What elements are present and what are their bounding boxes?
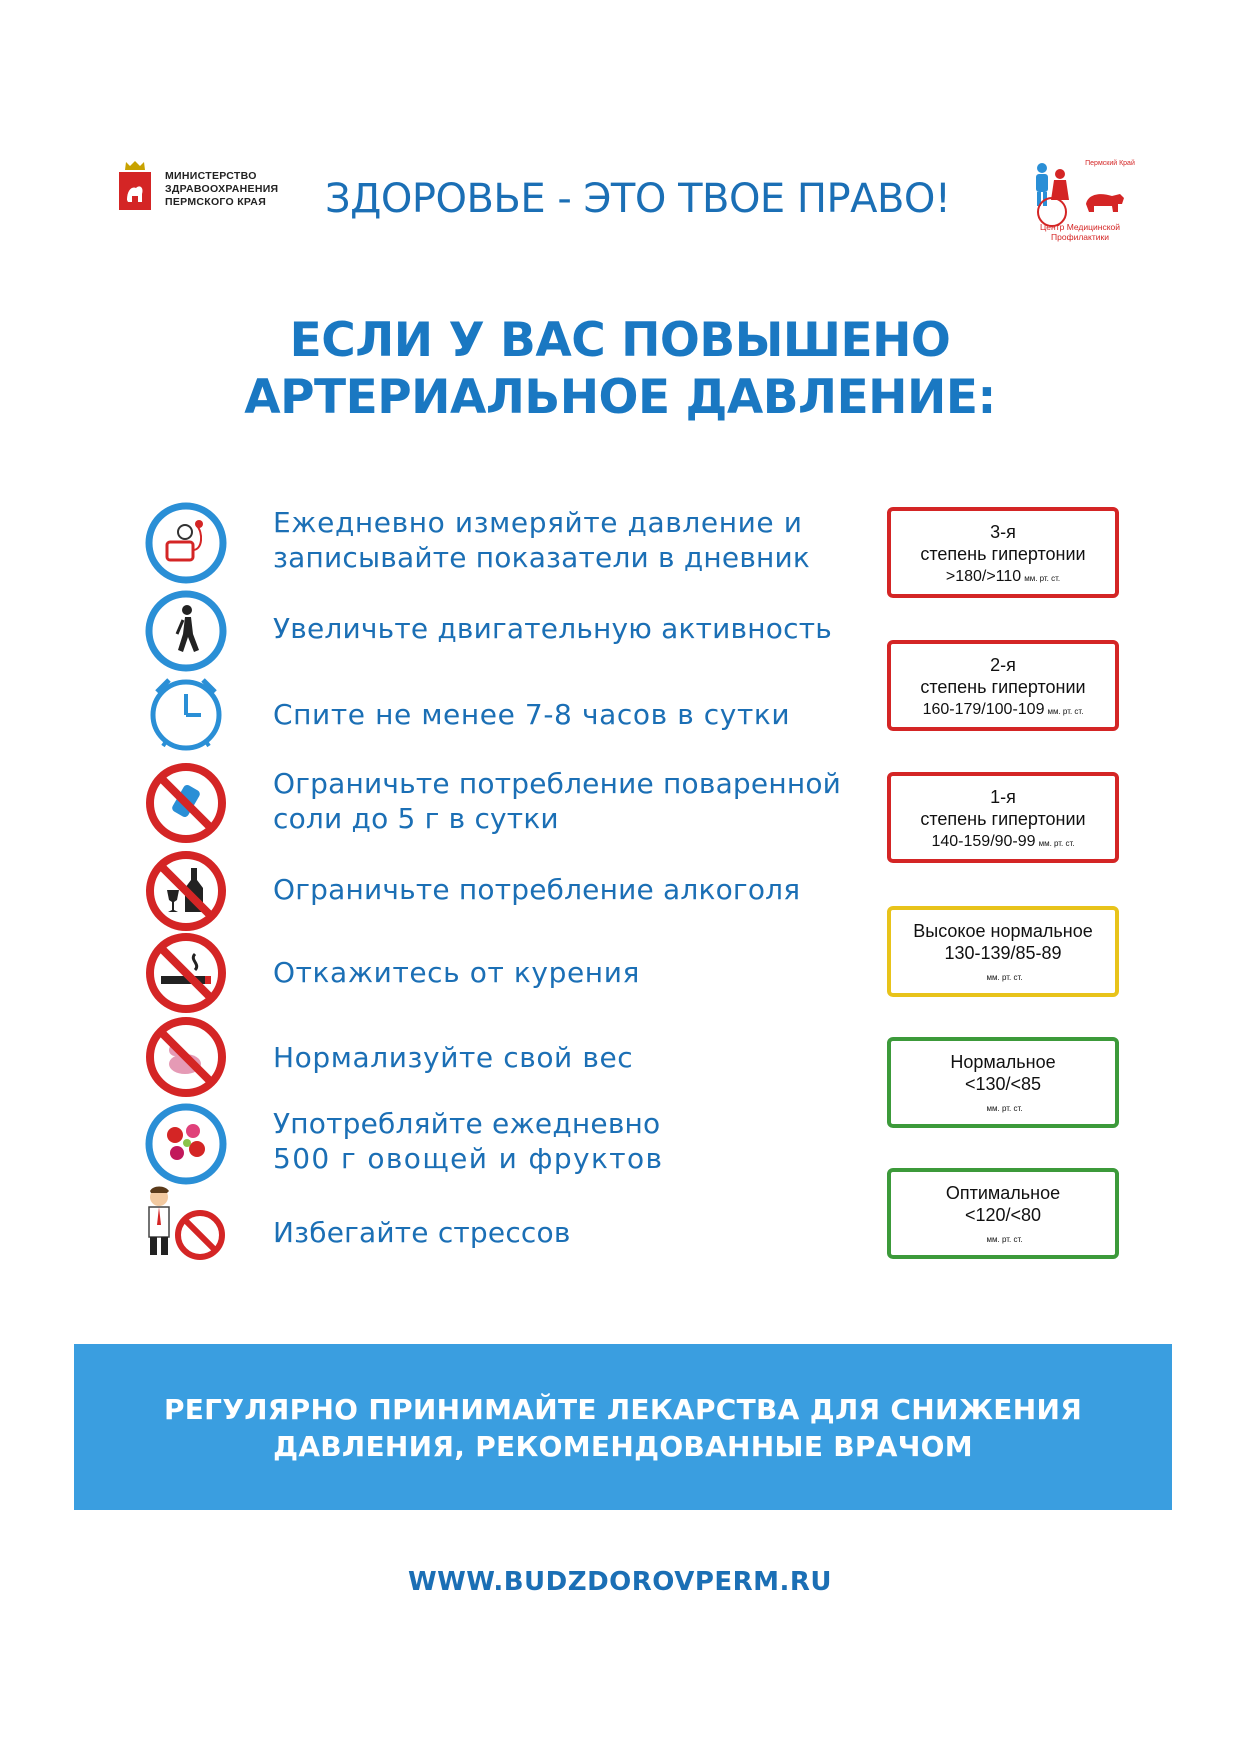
pressure-level-sublabel: степень гипертонии: [920, 677, 1086, 697]
center-logo-region: Пермский Край: [1085, 160, 1135, 167]
title-line: ЕСЛИ У ВАС ПОВЫШЕНО: [289, 313, 951, 368]
pressure-level-optimal: [887, 1168, 1119, 1259]
pressure-level-value-row: [891, 964, 1115, 990]
center-logo-line: Профилактики: [1051, 232, 1109, 242]
perm-krai-coat-of-arms-logo: [118, 160, 152, 212]
title-line: АРТЕРИАЛЬНОЕ ДАВЛЕНИЕ:: [244, 370, 996, 425]
page-title: [160, 312, 1080, 426]
tip-sleep: [273, 697, 873, 732]
pressure-level-label: Оптимальное: [945, 1183, 1061, 1203]
banner-line: ДАВЛЕНИЯ, РЕКОМЕНДОВАННЫЕ ВРАЧОМ: [273, 1430, 973, 1463]
no-overweight-icon: [145, 1016, 227, 1098]
pressure-unit: мм. рт. ст.: [1024, 574, 1061, 583]
pressure-level-value-row: [891, 830, 1115, 856]
center-logo-caption: [1024, 222, 1136, 242]
no-alcohol-icon: [145, 850, 227, 932]
website-link[interactable]: WWW.BUDZDOROVPERM.RU: [407, 1567, 833, 1597]
alarm-clock-icon: [145, 672, 227, 754]
tip-vegetables: [273, 1106, 873, 1176]
tip-line: Избегайте стрессов: [273, 1216, 571, 1249]
pressure-level-value-row: [891, 1226, 1115, 1252]
pressure-level-sublabel: степень гипертонии: [920, 809, 1086, 829]
blood-pressure-monitor-icon: [145, 502, 227, 584]
pressure-level-grade-2: [887, 640, 1119, 731]
pressure-level-label: 2-я: [990, 655, 1016, 675]
slogan: ЗДОРОВЬЕ - ЭТО ТВОЕ ПРАВО!: [325, 176, 951, 222]
pressure-level-value-row: [891, 698, 1115, 724]
ministry-line: МИНИСТЕРСТВО: [165, 170, 257, 182]
pressure-level-value-row: [891, 1095, 1115, 1121]
tip-alcohol: [273, 872, 873, 907]
pressure-level-sublabel: степень гипертонии: [920, 544, 1086, 564]
pressure-unit: мм. рт. ст.: [1038, 839, 1075, 848]
banner-line: РЕГУЛЯРНО ПРИНИМАЙТЕ ЛЕКАРСТВА ДЛЯ СНИЖЕНИЯ: [163, 1393, 1083, 1426]
tip-line: Ежедневно измеряйте давление и: [273, 506, 803, 539]
tip-line: Употребляйте ежедневно: [273, 1107, 661, 1140]
tip-activity: [273, 611, 873, 646]
center-medical-prevention-logo: [1028, 160, 1136, 250]
pressure-level-high-normal: [887, 906, 1119, 997]
medication-banner: [74, 1344, 1172, 1510]
no-smoking-icon: [145, 932, 227, 1014]
tip-line: записывайте показатели в дневник: [273, 541, 811, 574]
pressure-level-value: <130/<85: [964, 1074, 1042, 1094]
pressure-unit: мм. рт. ст.: [1047, 707, 1084, 716]
tip-line: соли до 5 г в сутки: [273, 802, 559, 835]
tip-line: 500 г овощей и фруктов: [273, 1142, 664, 1175]
tip-salt: [273, 766, 873, 836]
pressure-unit: мм. рт. ст.: [986, 1104, 1023, 1113]
pressure-level-value: <120/<80: [964, 1205, 1042, 1225]
pressure-level-value: 130-139/85-89: [944, 943, 1062, 963]
tip-line: Ограничьте потребление алкоголя: [273, 873, 801, 906]
ministry-name: [165, 170, 325, 209]
no-stress-icon: [145, 1185, 227, 1267]
center-logo-line: Центр Медицинской: [1040, 222, 1120, 232]
tip-measure-pressure: [273, 505, 873, 575]
pressure-level-value-row: [891, 565, 1115, 591]
pressure-level-value: 140-159/90-99: [931, 833, 1036, 850]
tip-stress: [273, 1215, 873, 1250]
pressure-unit: мм. рт. ст.: [986, 973, 1023, 982]
tip-weight: [273, 1040, 873, 1075]
vegetables-fruits-icon: [145, 1103, 227, 1185]
pressure-level-value: >180/>110: [945, 568, 1022, 585]
pressure-level-normal: [887, 1037, 1119, 1128]
no-salt-icon: [145, 762, 227, 844]
pressure-level-label: Нормальное: [950, 1052, 1056, 1072]
banner-text: [74, 1391, 1172, 1465]
tip-smoking: [273, 955, 873, 990]
pressure-level-label: 1-я: [990, 787, 1016, 807]
tip-line: Нормализуйте свой вес: [273, 1041, 634, 1074]
tip-line: Увеличьте двигательную активность: [273, 612, 832, 645]
ministry-line: ПЕРМСКОГО КРАЯ: [165, 196, 267, 208]
pressure-level-grade-3: [887, 507, 1119, 598]
pressure-level-label: Высокое нормальное: [913, 921, 1093, 941]
tip-line: Откажитесь от курения: [273, 956, 640, 989]
tip-line: Спите не менее 7-8 часов в сутки: [273, 698, 791, 731]
tip-line: Ограничьте потребление поваренной: [273, 767, 842, 800]
pressure-level-value: 160-179/100-109: [922, 701, 1045, 718]
ministry-line: ЗДРАВООХРАНЕНИЯ: [165, 183, 279, 195]
walking-person-icon: [145, 590, 227, 672]
pressure-unit: мм. рт. ст.: [986, 1235, 1023, 1244]
pressure-level-label: 3-я: [990, 522, 1016, 542]
pressure-level-grade-1: [887, 772, 1119, 863]
